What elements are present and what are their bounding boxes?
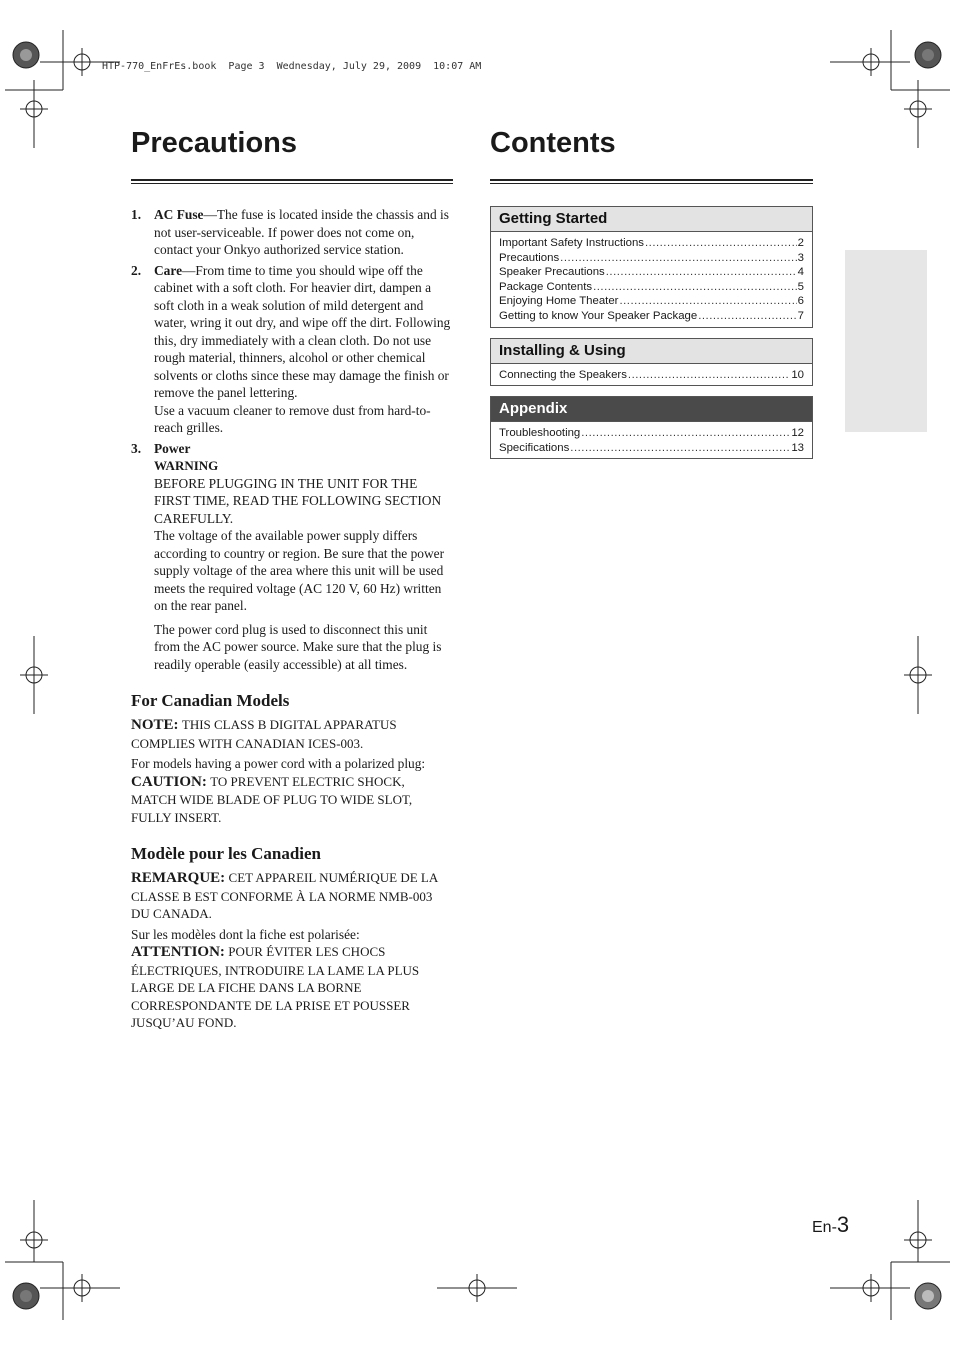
- note-label: NOTE:: [131, 717, 179, 733]
- plug-text-fr: Sur les modèles dont la fiche est polarisée:: [131, 926, 360, 942]
- toc-entry-label: Connecting the Speakers: [499, 368, 627, 381]
- item-number: 3.: [131, 440, 142, 456]
- item-text-2: Use a vacuum cleaner to remove dust from hard-to-reach grilles.: [154, 402, 431, 435]
- item-lead: AC Fuse: [154, 207, 204, 222]
- toc-entry-page: 7: [797, 309, 804, 322]
- item-text: —From time to time you should wipe off the cabinet with a soft cloth. For heavier dirt, dampen a soft cloth in a weak solution of mild detergent and water, wring it out dry, and wipe off the dirt. Following this, dry immediately with a clean cloth. Do not use rough material, thinners, alcohol or other chemical solvents or cloths since these may damage the finish or remove the panel lettering.: [154, 262, 451, 400]
- toc-entry-page: 4: [797, 266, 804, 279]
- attention-label: ATTENTION:: [131, 944, 225, 960]
- toc-section-heading: Appendix: [491, 397, 812, 422]
- warning-text: BEFORE PLUGGING IN THE UNIT FOR THE FIRST TIME, READ THE FOLLOWING SECTION CAREFULLY.: [154, 475, 442, 526]
- toc-entry-page: 3: [797, 251, 804, 264]
- toc-entry-label: Speaker Precautions: [499, 266, 605, 279]
- item-text-2: The power cord plug is used to disconnect this unit from the AC power source. Make sure that the plug is readily operable (easily accessible) at all times.: [154, 621, 442, 672]
- note-text: THIS CLASS B DIGITAL APPARATUS COMPLIES WITH CANADIAN ICES-003.: [131, 717, 397, 751]
- page-value: 3: [836, 1212, 850, 1237]
- toc-entry-label: Getting to know Your Speaker Package: [499, 309, 698, 322]
- toc-entry-label: Important Safety Instructions: [499, 237, 644, 249]
- canadian-heading: For Canadian Models: [131, 691, 290, 710]
- toc-section-heading: Installing & Using: [491, 339, 812, 364]
- page-prefix: En-: [812, 1219, 837, 1236]
- toc-entry-page: 10: [791, 368, 804, 381]
- caution-label: CAUTION:: [131, 773, 207, 790]
- toc-entry-label: Troubleshooting: [499, 427, 581, 440]
- canadien-heading: Modèle pour les Canadien: [131, 844, 322, 863]
- toc-entry-page: 6: [797, 295, 804, 308]
- item-lead: Power: [154, 440, 191, 456]
- toc-entry-page: 5: [797, 280, 804, 293]
- item-text: The voltage of the available power supply differs according to country or region. Be sure that the power supply voltage of the area where this unit will be used meets the required voltage (AC 120 V, 60 Hz) written on the rear panel.: [154, 528, 445, 613]
- toc-section-heading: Getting Started: [491, 207, 812, 232]
- precautions-title: Precautions: [131, 127, 297, 159]
- item-number: 2.: [131, 262, 142, 278]
- attention-text: POUR ÉVITER LES CHOCS ÉLECTRIQUES, INTRODUIRE LA LAME LA PLUS LARGE DE LA FICHE DANS LA BORNE CORRESPONDANTE DE LA PRISE ET POUSSER JUSQU’AU FOND.: [131, 944, 420, 1030]
- toc-entry-label: Enjoying Home Theater: [499, 295, 619, 308]
- caution-text: TO PREVENT ELECTRIC SHOCK, MATCH WIDE BLADE OF PLUG TO WIDE SLOT, FULLY INSERT.: [131, 773, 413, 825]
- toc-entry-label: Specifications: [499, 441, 570, 454]
- remarque-text: CET APPAREIL NUMÉRIQUE DE LA CLASSE B EST CONFORME À LA NORME NMB-003 DU CANADA.: [131, 870, 438, 921]
- warning-label: WARNING: [154, 458, 219, 473]
- print-header: HTP-770_EnFrEs.book Page 3 Wednesday, July 29, 2009 10:07 AM: [102, 61, 482, 72]
- remarque-label: REMARQUE:: [131, 870, 226, 886]
- toc-entry-page: 13: [791, 441, 804, 454]
- item-number: 1.: [131, 207, 142, 222]
- toc-entry-label: Package Contents: [499, 280, 593, 293]
- toc-entry-page: 2: [797, 237, 804, 249]
- plug-text: For models having a power cord with a polarized plug:: [131, 756, 426, 771]
- toc-entry-page: 12: [791, 427, 804, 440]
- toc-entry-label: Precautions: [499, 251, 560, 264]
- item-text: —The fuse is located inside the chassis and is not user-serviceable. If power does not come on, contact your Onkyo authorized service station.: [154, 207, 449, 257]
- contents-title: Contents: [490, 127, 616, 159]
- item-lead: Care: [154, 262, 183, 278]
